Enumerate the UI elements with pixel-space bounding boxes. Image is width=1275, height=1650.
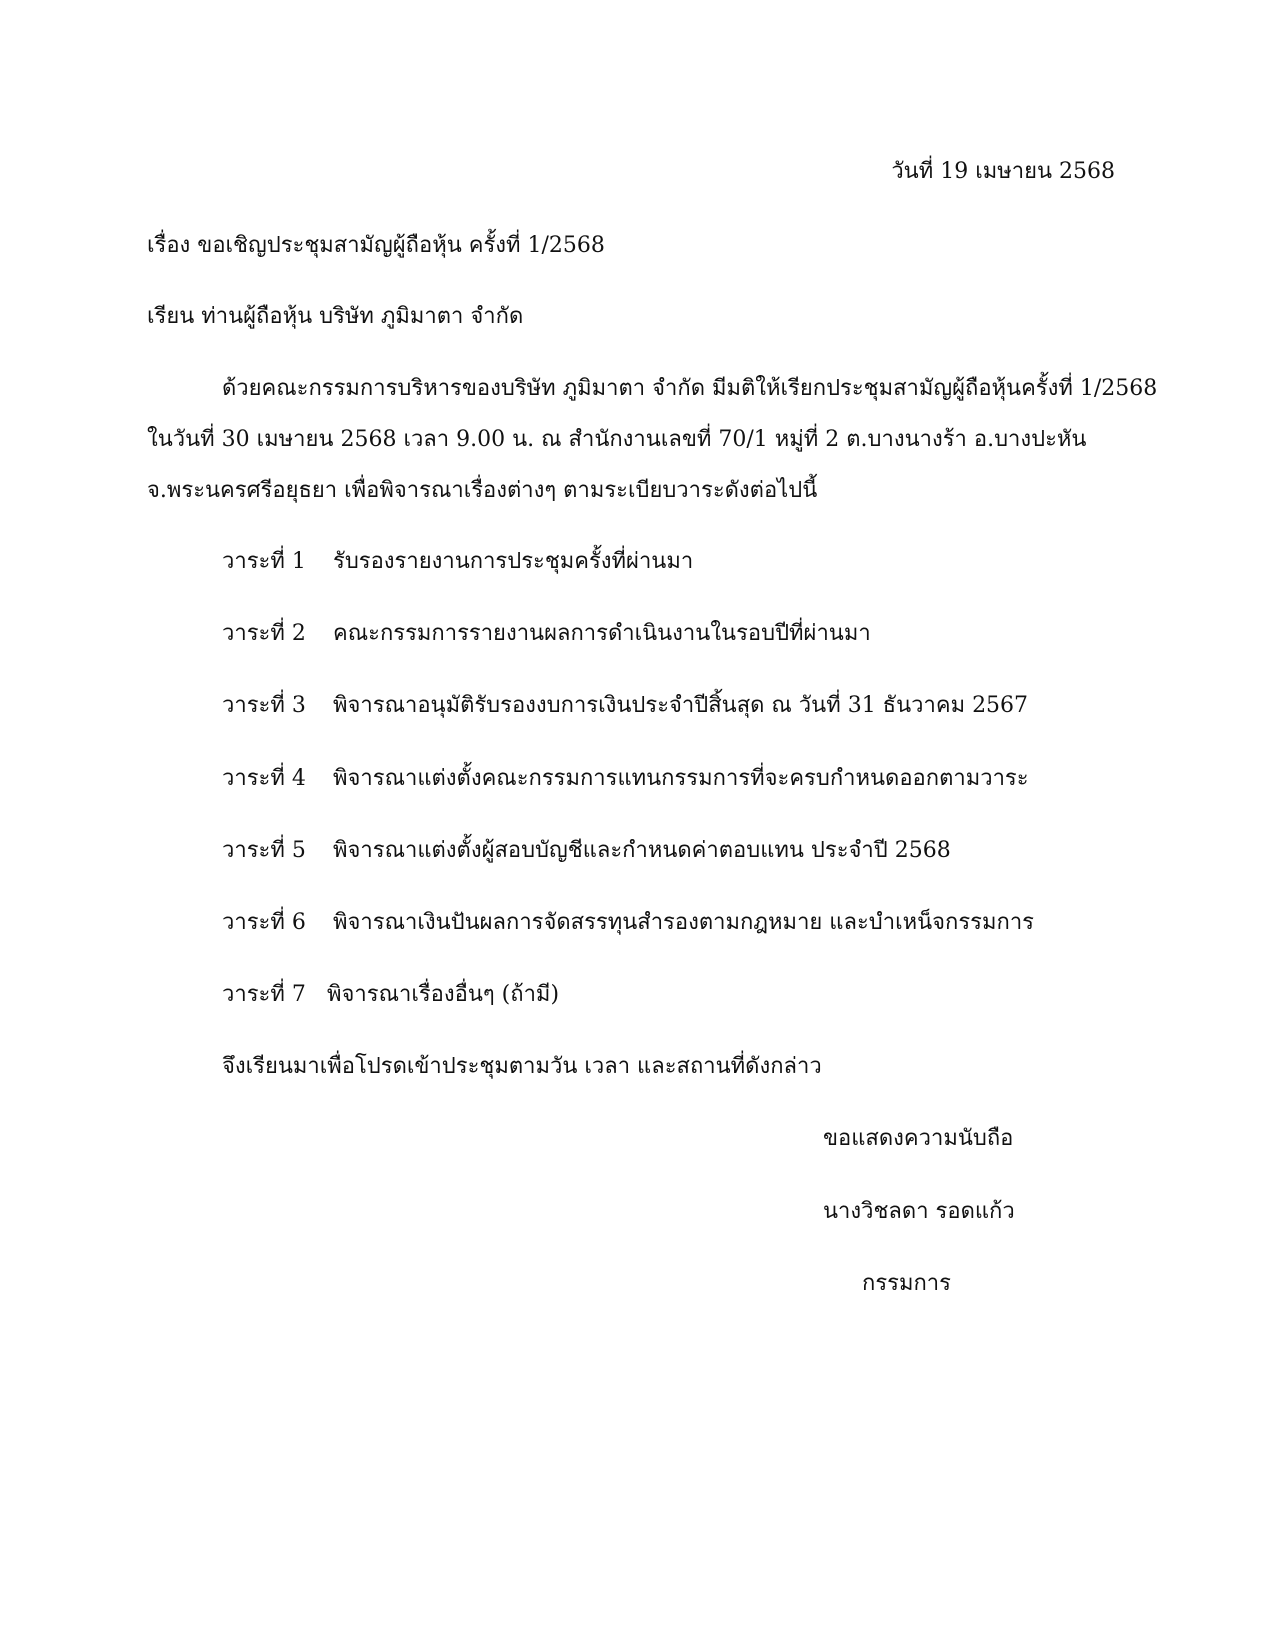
- body-line-2: ในวันที่ 30 เมษายน 2568 เวลา 9.00 น. ณ สำนักงานเลขที่ 70/1 หมู่ที่ 2 ต.บางนางร้า อ.บางปะหัน: [147, 427, 1087, 452]
- agenda-item-6: [222, 909, 1034, 937]
- body-line-3: จ.พระนครศรีอยุธยา เพื่อพิจารณาเรื่องต่างๆ ตามระเบียบวาระดังต่อไปนี้: [147, 478, 818, 503]
- letter-date: วันที่ 19 เมษายน 2568: [891, 159, 1115, 184]
- agenda-text: พิจารณาเงินปันผลการจัดสรรทุนสำรองตามกฎหมาย และบำเหน็จกรรมการ: [333, 910, 1034, 935]
- agenda-number: วาระที่ 4: [222, 766, 306, 791]
- body-line-1: ด้วยคณะกรรมการบริหารของบริษัท ภูมิมาตา จำกัด มีมติให้เรียกประชุมสามัญผู้ถือหุ้นครั้งที่ 1/2568: [222, 376, 1158, 401]
- agenda-text: พิจารณาเรื่องอื่นๆ (ถ้ามี): [327, 982, 560, 1007]
- letter-recipient: เรียน ท่านผู้ถือหุ้น บริษัท ภูมิมาตา จำกัด: [147, 304, 524, 329]
- regards-text: ขอแสดงความนับถือ: [823, 1126, 1014, 1151]
- agenda-number: วาระที่ 6: [222, 910, 306, 935]
- agenda-text: พิจารณาอนุมัติรับรองงบการเงินประจำปีสิ้นสุด ณ วันที่ 31 ธันวาคม 2567: [333, 693, 1029, 718]
- agenda-item-5: [222, 837, 951, 865]
- agenda-text: พิจารณาแต่งตั้งผู้สอบบัญชีและกำหนดค่าตอบแทน ประจำปี 2568: [333, 838, 951, 863]
- agenda-item-2: [222, 620, 871, 648]
- agenda-number: วาระที่ 5: [222, 838, 306, 863]
- agenda-text: พิจารณาแต่งตั้งคณะกรรมการแทนกรรมการที่จะครบกำหนดออกตามวาระ: [333, 766, 1029, 791]
- agenda-item-4: [222, 765, 1029, 793]
- agenda-item-1: [222, 548, 693, 576]
- agenda-item-3: [222, 692, 1028, 720]
- signer-title: กรรมการ: [862, 1271, 951, 1296]
- agenda-text: รับรองรายงานการประชุมครั้งที่ผ่านมา: [333, 549, 694, 574]
- agenda-text: คณะกรรมการรายงานผลการดำเนินงานในรอบปีที่ผ่านมา: [333, 621, 871, 646]
- signer-name: นางวิชลดา รอดแก้ว: [823, 1199, 1015, 1224]
- agenda-number: วาระที่ 7: [222, 982, 306, 1007]
- letter-subject: เรื่อง ขอเชิญประชุมสามัญผู้ถือหุ้น ครั้งที่ 1/2568: [147, 233, 605, 258]
- agenda-number: วาระที่ 3: [222, 693, 306, 718]
- agenda-number: วาระที่ 1: [222, 549, 306, 574]
- agenda-item-7: [222, 981, 559, 1009]
- agenda-number: วาระที่ 2: [222, 621, 306, 646]
- closing-sentence: จึงเรียนมาเพื่อโปรดเข้าประชุมตามวัน เวลา และสถานที่ดังกล่าว: [222, 1054, 822, 1079]
